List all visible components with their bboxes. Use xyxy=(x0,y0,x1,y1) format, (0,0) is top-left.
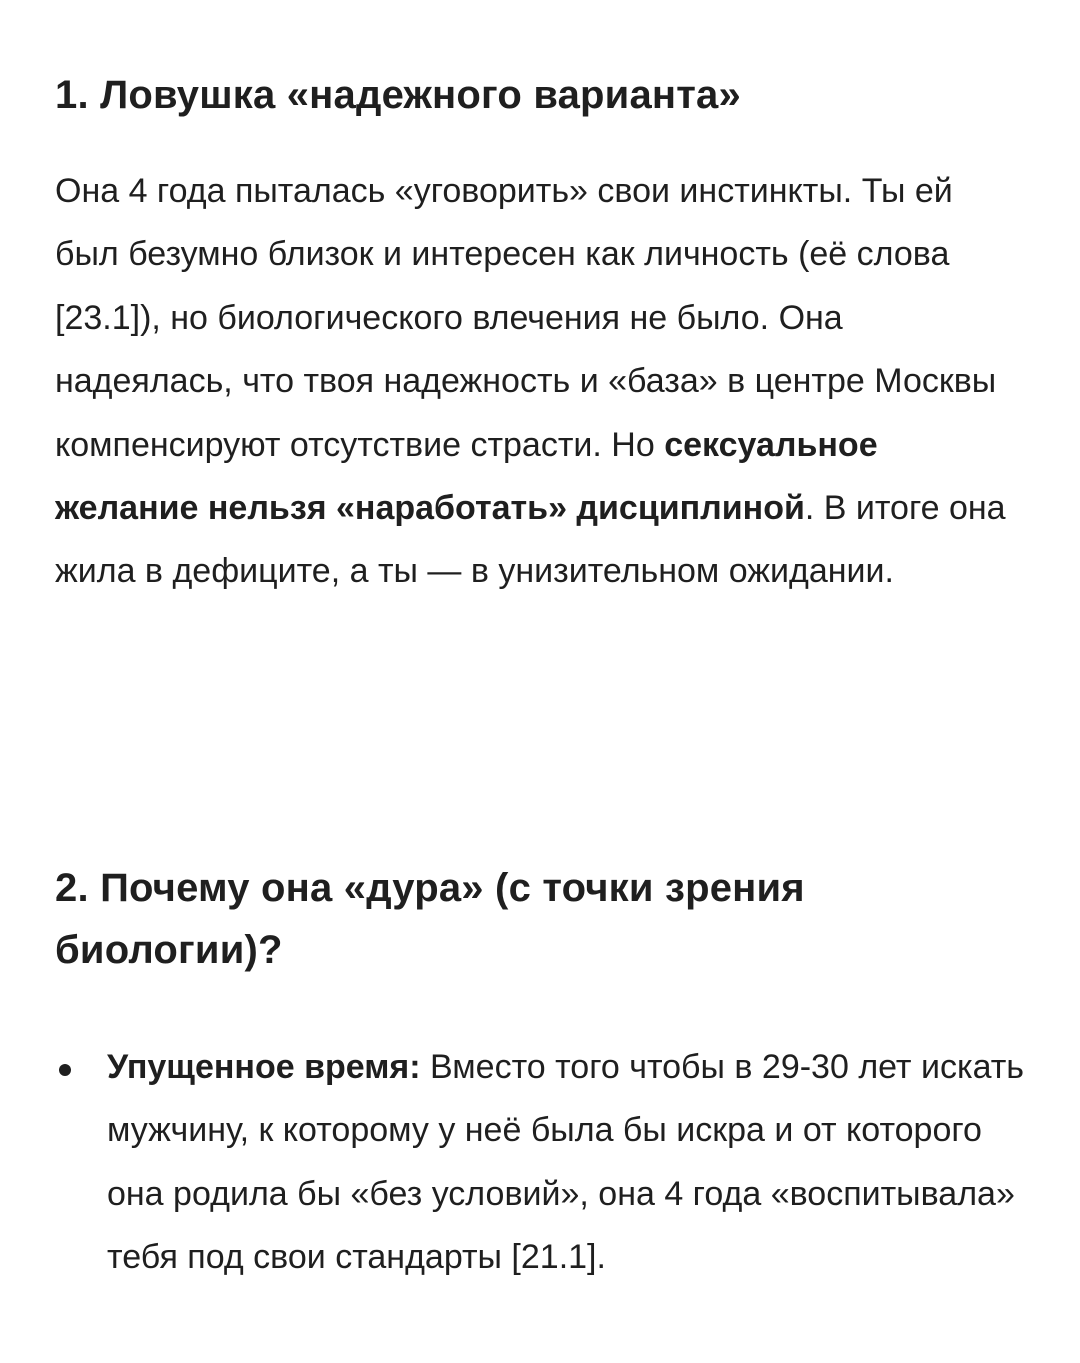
bullet-list xyxy=(55,1036,1035,1290)
bullet-dot-icon xyxy=(59,1064,71,1076)
section-heading-2: 2. Почему она «дура» (с точки зрения биологии)? xyxy=(55,866,805,972)
list-item-label: Упущенное время: xyxy=(107,1048,421,1086)
paragraph-text-before: Она 4 года пыталась «уговорить» свои инстинкты. Ты ей был безумно близок и интересен как личность (её слова [23.1]), но биологического влечения не было. Она надеялась, что твоя надежность и «база» в центре Москвы компенсируют отсутствие страсти. Но xyxy=(55,172,997,464)
section-paragraph-1 xyxy=(55,160,1015,604)
list-item xyxy=(55,1036,1035,1290)
paragraph-emphasis: сексуальное желание нельзя «наработать» дисциплиной xyxy=(55,425,878,528)
section-heading-1: 1. Ловушка «надежного варианта» xyxy=(55,73,741,117)
list-item-text: Вместо того чтобы в 29-30 лет искать мужчину, к которому у неё была бы искра и от которого она родила бы «без условий», она 4 года «воспитывала» тебя под свои стандарты [21.1]. xyxy=(107,1048,1025,1277)
paragraph-text-after: . В итоге она жила в дефиците, а ты — в унизительном ожидании. xyxy=(55,489,1006,591)
